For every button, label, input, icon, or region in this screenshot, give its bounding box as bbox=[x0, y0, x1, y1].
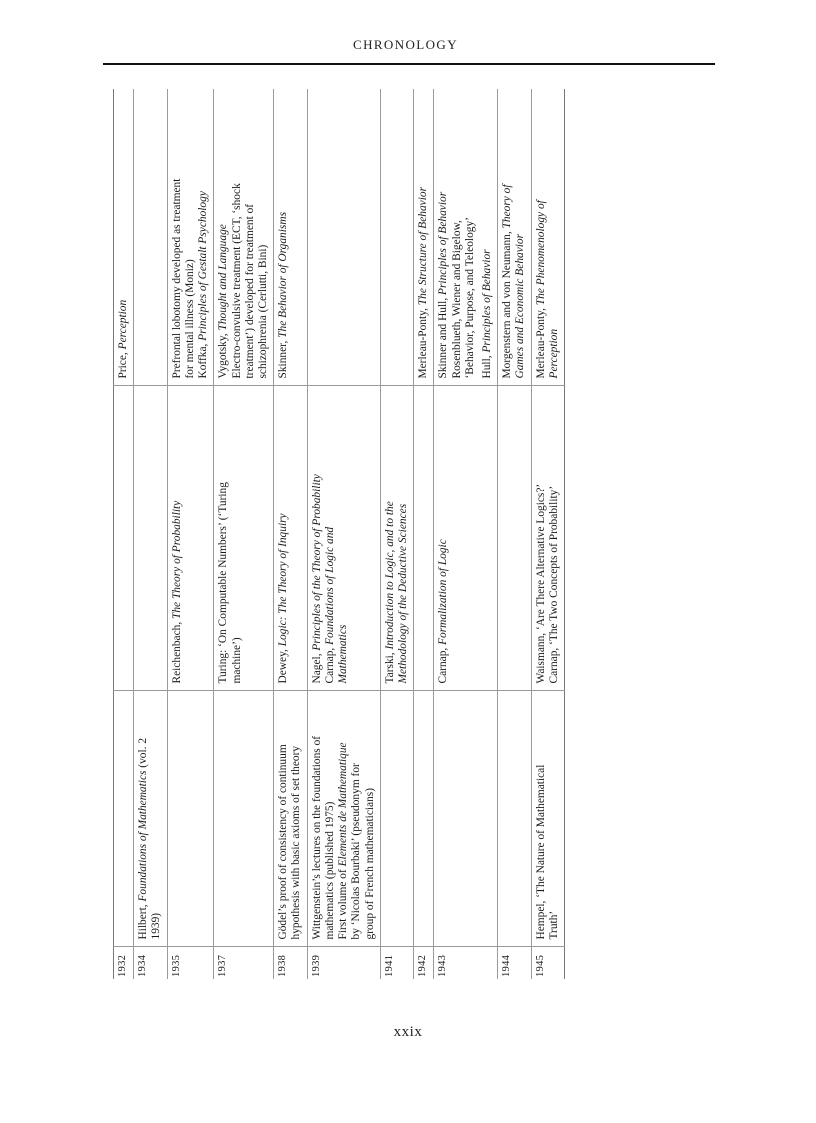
entry-line bbox=[184, 95, 197, 379]
entry-line bbox=[217, 95, 230, 379]
entry-line bbox=[384, 393, 397, 684]
year-cell: 1932 bbox=[117, 954, 128, 977]
entry-line bbox=[311, 698, 324, 940]
page-number: xxix bbox=[393, 1024, 423, 1040]
entry-line bbox=[171, 393, 184, 684]
entry-line bbox=[501, 95, 514, 379]
entry-line bbox=[437, 95, 450, 379]
entry-text: Prefrontal lobotomy developed as treatment bbox=[170, 178, 183, 379]
entry-text: Turing: ‘On Computable Numbers’ (‘Turing bbox=[217, 482, 230, 684]
entry-text: Electro-convulsive treatment (ECT, ‘shock bbox=[230, 183, 243, 379]
title-italic: Theory of bbox=[501, 184, 514, 229]
title-italic: Principles of the Theory of Probability bbox=[310, 474, 323, 651]
title-italic: The Theory of Probability bbox=[170, 500, 183, 619]
title-italic: Foundations of Mathematics bbox=[137, 770, 150, 902]
table-row bbox=[214, 89, 274, 979]
table-row bbox=[274, 89, 307, 979]
year-cell: 1935 bbox=[170, 954, 182, 977]
psychology-cell bbox=[214, 89, 274, 386]
entry-line bbox=[277, 393, 290, 684]
psychology-cell bbox=[380, 89, 413, 386]
entry-line bbox=[231, 393, 244, 684]
entry-line bbox=[290, 698, 303, 940]
entry-line bbox=[548, 393, 561, 684]
year-cell: 1938 bbox=[277, 954, 289, 977]
entry-line bbox=[451, 95, 464, 379]
entry-text: Dewey, bbox=[277, 646, 290, 684]
year-cell: 1941 bbox=[383, 954, 395, 977]
title-italic: Introduction to Logic, and to the bbox=[383, 501, 396, 650]
entry-line bbox=[417, 95, 430, 379]
entry-text: (vol. 2 bbox=[137, 737, 150, 771]
psychology-cell bbox=[274, 89, 307, 386]
entry-text: Skinner and Hull, bbox=[437, 294, 450, 379]
philosophy-cell bbox=[274, 386, 307, 691]
philosophy-cell bbox=[307, 386, 380, 691]
entry-line bbox=[324, 393, 337, 684]
mathematics-logic-cell bbox=[434, 691, 498, 947]
title-italic: Mathematics bbox=[337, 624, 350, 684]
year-cell: 1945 bbox=[534, 954, 546, 977]
mathematics-logic-cell bbox=[214, 691, 274, 947]
table-row bbox=[498, 89, 531, 979]
entry-line bbox=[277, 698, 290, 940]
title-italic: Perception bbox=[117, 299, 129, 350]
title-italic: Principles of Gestalt Psychology bbox=[197, 191, 210, 341]
psychology-cell bbox=[307, 89, 380, 386]
entry-line bbox=[244, 95, 257, 379]
entry-text: Vygotsky, bbox=[217, 330, 230, 379]
entry-text: Tarski, bbox=[383, 649, 396, 684]
psychology-cell bbox=[531, 89, 564, 386]
philosophy-cell bbox=[380, 386, 413, 691]
chronology-table bbox=[113, 89, 565, 979]
entry-text: hypothesis with basic axioms of set theory bbox=[290, 745, 303, 940]
philosophy-cell bbox=[498, 386, 531, 691]
entry-text: group of French mathematicians) bbox=[363, 787, 376, 940]
entry-line bbox=[481, 95, 494, 379]
chronology-table-rotated bbox=[113, 89, 716, 979]
entry-text: Merleau-Ponty, bbox=[534, 305, 547, 379]
entry-text: Rosenblueth, Wiener and Bigelow, bbox=[450, 220, 463, 379]
entry-text: Reichenbach, bbox=[170, 618, 183, 684]
psychology-cell bbox=[114, 89, 134, 386]
entry-text: Hull, bbox=[481, 352, 494, 379]
entry-text: Price, bbox=[117, 349, 129, 379]
title-italic: Logic: The Theory of Inquiry bbox=[277, 513, 290, 647]
entry-text: mathematics (published 1975) bbox=[323, 801, 336, 940]
entry-line bbox=[464, 95, 477, 379]
entry-line bbox=[535, 95, 548, 379]
header-rule bbox=[103, 63, 715, 65]
entry-text: machine’) bbox=[230, 637, 243, 684]
entry-text: Truth’ bbox=[547, 910, 560, 940]
mathematics-logic-cell bbox=[498, 691, 531, 947]
philosophy-cell bbox=[214, 386, 274, 691]
entry-line bbox=[535, 698, 548, 940]
entry-line bbox=[548, 698, 561, 940]
psychology-cell bbox=[498, 89, 531, 386]
philosophy-cell bbox=[531, 386, 564, 691]
entry-line bbox=[277, 95, 290, 379]
entry-text: First volume of bbox=[337, 866, 350, 940]
year-cell: 1937 bbox=[217, 954, 229, 977]
year-cell: 1934 bbox=[137, 954, 149, 977]
table-row bbox=[434, 89, 498, 979]
entry-text: schizophrenia (Cerlutti, Bini) bbox=[256, 244, 269, 379]
title-italic: Perception bbox=[547, 328, 560, 379]
year-cell: 1944 bbox=[501, 954, 513, 977]
entry-line bbox=[231, 95, 244, 379]
entry-line bbox=[364, 698, 377, 940]
entry-line bbox=[197, 95, 210, 379]
entry-line bbox=[337, 393, 350, 684]
year-cell: 1939 bbox=[310, 954, 322, 977]
psychology-cell bbox=[414, 89, 434, 386]
mathematics-logic-cell bbox=[114, 691, 134, 947]
entry-text: 1939) bbox=[150, 912, 163, 940]
entry-text: Wittgenstein’s lectures on the foundations of bbox=[310, 735, 323, 940]
entry-text: treatment’) developed for treatment of bbox=[243, 203, 256, 379]
table-row bbox=[307, 89, 380, 979]
mathematics-logic-cell bbox=[531, 691, 564, 947]
title-italic: Principles of Behavior bbox=[481, 249, 494, 353]
entry-line bbox=[548, 95, 561, 379]
entry-text: Koffka, bbox=[197, 340, 210, 379]
entry-line bbox=[137, 698, 150, 940]
running-head: CHRONOLOGY bbox=[353, 37, 458, 52]
entry-line bbox=[311, 393, 324, 684]
entry-text: Carnap, ‘The Two Concepts of Probability’ bbox=[547, 485, 560, 684]
psychology-cell bbox=[134, 89, 167, 386]
entry-text: by ‘Nicolas Bourbaki’ (pseudonym for bbox=[350, 763, 363, 940]
psychology-cell bbox=[434, 89, 498, 386]
title-italic: The Behavior of Organisms bbox=[277, 211, 290, 338]
entry-line bbox=[150, 698, 163, 940]
title-italic: The Phenomenology of bbox=[534, 200, 547, 306]
mathematics-logic-cell bbox=[414, 691, 434, 947]
entry-text: for mental illness (Moniz) bbox=[183, 259, 196, 379]
year-cell: 1942 bbox=[417, 954, 429, 977]
entry-text: Hilbert, bbox=[137, 901, 150, 940]
entry-line bbox=[257, 95, 270, 379]
philosophy-cell bbox=[114, 386, 134, 691]
entry-text: Skinner, bbox=[277, 337, 290, 379]
entry-line bbox=[171, 95, 184, 379]
entry-text: Carnap, bbox=[437, 644, 450, 684]
entry-line bbox=[535, 393, 548, 684]
philosophy-cell bbox=[167, 386, 214, 691]
entry-line bbox=[397, 393, 410, 684]
title-italic: Principles of Behavior bbox=[437, 191, 450, 295]
title-italic: Elements de Mathematique bbox=[337, 742, 350, 867]
entry-line bbox=[337, 698, 350, 940]
entry-text: Nagel, bbox=[310, 650, 323, 684]
table-row bbox=[531, 89, 564, 979]
psychology-cell bbox=[167, 89, 214, 386]
mathematics-logic-cell bbox=[380, 691, 413, 947]
title-italic: Thought and Language bbox=[217, 224, 230, 331]
mathematics-logic-cell bbox=[134, 691, 167, 947]
entry-line bbox=[117, 95, 130, 379]
philosophy-cell bbox=[134, 386, 167, 691]
philosophy-cell bbox=[434, 386, 498, 691]
mathematics-logic-cell bbox=[307, 691, 380, 947]
entry-line bbox=[350, 698, 363, 940]
entry-line bbox=[324, 698, 337, 940]
title-italic: Foundations of Logic and bbox=[323, 526, 336, 645]
entry-line bbox=[437, 393, 450, 684]
entry-text: Morgenstern and von Neumann, bbox=[501, 228, 514, 379]
title-italic: Games and Economic Behavior bbox=[514, 233, 527, 379]
table-row bbox=[134, 89, 167, 979]
mathematics-logic-cell bbox=[274, 691, 307, 947]
philosophy-cell bbox=[414, 386, 434, 691]
table-row bbox=[414, 89, 434, 979]
entry-text: Waismann, ‘Are There Alternative Logics?’ bbox=[534, 483, 547, 684]
entry-text: Merleau-Ponty, bbox=[417, 305, 430, 379]
title-italic: Methodology of the Deductive Sciences bbox=[396, 503, 409, 684]
entry-text: ‘Behavior, Purpose, and Teleology’ bbox=[463, 217, 476, 379]
title-italic: The Structure of Behavior bbox=[417, 186, 430, 306]
table-row bbox=[114, 89, 134, 979]
entry-text: Gödel’s proof of consistency of continuum bbox=[277, 744, 290, 940]
entry-line bbox=[217, 393, 230, 684]
mathematics-logic-cell bbox=[167, 691, 214, 947]
year-cell: 1943 bbox=[437, 954, 449, 977]
table-row bbox=[380, 89, 413, 979]
entry-text: Carnap, bbox=[323, 644, 336, 684]
title-italic: Formalization of Logic bbox=[437, 539, 450, 645]
entry-text: Hempel, ‘The Nature of Mathematical bbox=[534, 764, 547, 940]
entry-line bbox=[514, 95, 527, 379]
table-row bbox=[167, 89, 214, 979]
